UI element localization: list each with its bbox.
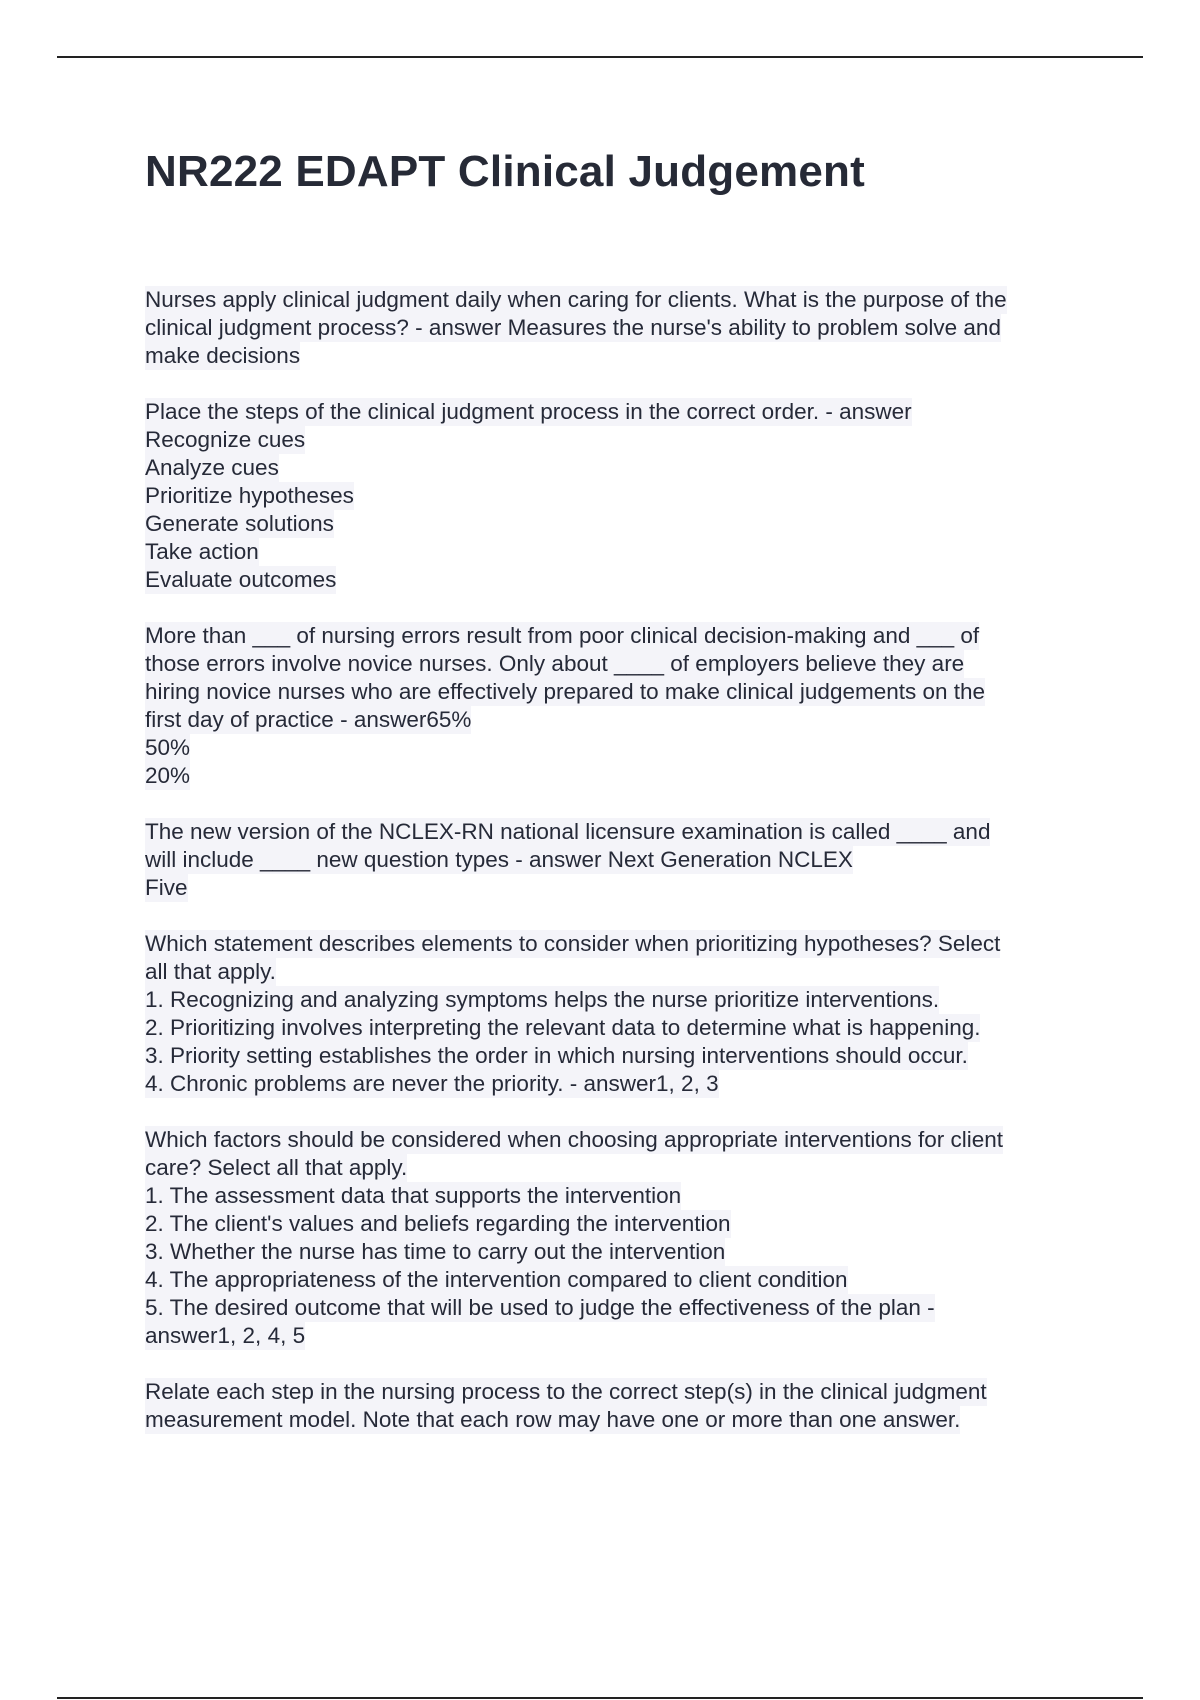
qa-line: Relate each step in the nursing process to the correct step(s) in the clinical judgment: [145, 1379, 987, 1404]
qa-line: 1. Recognizing and analyzing symptoms helps the nurse prioritize interventions.: [145, 987, 940, 1012]
qa-line: those errors involve novice nurses. Only about ____ of employers believe they are: [145, 651, 965, 676]
qa-line: Generate solutions: [145, 511, 334, 536]
qa-block: [145, 398, 1075, 594]
header-rule: [57, 56, 1143, 58]
footer-rule: [57, 1697, 1143, 1699]
qa-line: Which statement describes elements to consider when prioritizing hypotheses? Select: [145, 931, 1001, 956]
qa-line: The new version of the NCLEX-RN national licensure examination is called ____ and: [145, 819, 991, 844]
qa-block: [145, 930, 1075, 1098]
qa-line: More than ___ of nursing errors result from poor clinical decision-making and ___ of: [145, 623, 980, 648]
qa-line: answer1, 2, 4, 5: [145, 1323, 306, 1348]
qa-line: Recognize cues: [145, 427, 306, 452]
qa-block: [145, 622, 1075, 790]
qa-line: 3. Whether the nurse has time to carry out the intervention: [145, 1239, 726, 1264]
qa-line: Five: [145, 875, 188, 900]
qa-line: 2. The client's values and beliefs regarding the intervention: [145, 1211, 731, 1236]
qa-line: make decisions: [145, 343, 301, 368]
qa-line: 50%: [145, 735, 191, 760]
qa-block: [145, 1126, 1075, 1350]
qa-line: care? Select all that apply.: [145, 1155, 408, 1180]
qa-line: Evaluate outcomes: [145, 567, 337, 592]
qa-line: 3. Priority setting establishes the order in which nursing interventions should occur.: [145, 1043, 968, 1068]
qa-block: [145, 818, 1075, 902]
qa-line: clinical judgment process? - answer Measures the nurse's ability to problem solve and: [145, 315, 1001, 340]
qa-line: Nurses apply clinical judgment daily when caring for clients. What is the purpose of the: [145, 287, 1007, 312]
qa-line: will include ____ new question types - answer Next Generation NCLEX: [145, 847, 853, 872]
qa-line: 4. The appropriateness of the intervention compared to client condition: [145, 1267, 848, 1292]
document-title: NR222 EDAPT Clinical Judgement: [145, 147, 865, 196]
qa-line: hiring novice nurses who are effectively prepared to make clinical judgements on the: [145, 679, 986, 704]
qa-line: 4. Chronic problems are never the priority. - answer1, 2, 3: [145, 1071, 719, 1096]
qa-line: 2. Prioritizing involves interpreting the relevant data to determine what is happening.: [145, 1015, 981, 1040]
qa-line: 5. The desired outcome that will be used to judge the effectiveness of the plan -: [145, 1295, 935, 1320]
qa-list: [145, 286, 1075, 1462]
qa-line: Take action: [145, 539, 259, 564]
qa-block: [145, 1378, 1075, 1434]
qa-line: all that apply.: [145, 959, 276, 984]
qa-line: 1. The assessment data that supports the intervention: [145, 1183, 682, 1208]
qa-line: 20%: [145, 763, 191, 788]
qa-line: Prioritize hypotheses: [145, 483, 354, 508]
qa-line: Place the steps of the clinical judgment process in the correct order. - answer: [145, 399, 912, 424]
qa-line: Which factors should be considered when choosing appropriate interventions for client: [145, 1127, 1003, 1152]
qa-block: [145, 286, 1075, 370]
qa-line: first day of practice - answer65%: [145, 707, 472, 732]
qa-line: Analyze cues: [145, 455, 279, 480]
qa-line: measurement model. Note that each row may have one or more than one answer.: [145, 1407, 961, 1432]
